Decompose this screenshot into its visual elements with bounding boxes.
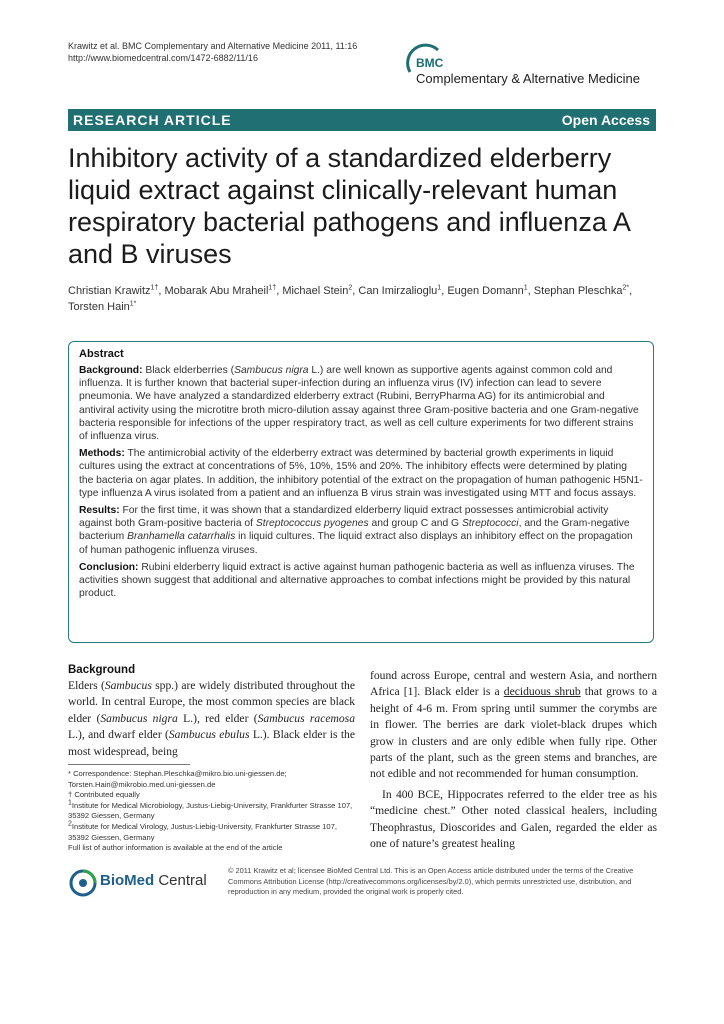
open-access-label: Open Access	[561, 112, 650, 128]
body-paragraph: Elders (Sambucus spp.) are widely distributed throughout the world. In central Europe, the most common species are black elder (Sambucus nigra L.), red elder (Sambucus racemosa L.), and dwarf elder (Sambucus ebulus L.). Black elder is the most widespread, being	[68, 679, 355, 758]
author: Torsten Hain$^{1*}$	[68, 300, 137, 313]
abstract-box	[68, 341, 654, 643]
body-right-column	[370, 668, 657, 852]
publisher-name: BioMed Central	[100, 872, 207, 889]
underlined-term: deciduous shrub	[503, 685, 581, 699]
journal-name: Complementary & Alternative Medicine	[416, 71, 640, 86]
author: Mobarak Abu Mraheil$^{1\dagger}$	[164, 284, 277, 297]
license-text: © 2011 Krawitz et al; licensee BioMed Central Ltd. This is an Open Access article distributed under the terms of the Creative Commons Attribution License (http://creativecommons.org/licenses/by/2.0), which permits unrestricted use, distribution, and reproduction in any medium, provided the original work is properly cited.	[228, 866, 634, 897]
article-type: RESEARCH ARTICLE	[73, 112, 232, 128]
author: Christian Krawitz$^{1\dagger}$	[68, 284, 159, 297]
journal-short-name: BMC	[416, 56, 444, 70]
abstract-background: Background: Black elderberries (Sambucus nigra L.) are well known as supportive agents against common cold and influenza. It is further known that bacterial super-infection during an influenza virus (IV) infection can lead to severe pneumonia. We have analyzed a standardized elderberry extract (Rubini, BerryPharma AG) for its antimicrobial and antiviral activity using the microtitre broth micro-dilution assay against three Gram-positive bacteria and one Gram-negative bacteria responsible for infections of the upper respiratory tract, as well as cell culture experiments for two different strains of influenza virus.	[79, 365, 639, 443]
author: Eugen Domann$^1$	[447, 284, 528, 297]
publisher-logo	[68, 866, 218, 900]
affiliation-1: $^1$Institute for Medical Microbiology, Justus-Liebig-University, Frankfurter Strasse 107, 35392 Giessen, Germany	[68, 799, 353, 821]
abstract-results: Results: For the first time, it was shown that a standardized elderberry liquid extract possesses antimicrobial activity against both Gram-positive bacteria of Streptococcus pyogenes and group C and G Streptococci, and the Gram-negative bacterium Branhamella catarrhalis in liquid cultures. The liquid extract also displays an inhibitory effect on the propagation of human pathogenic influenza viruses.	[79, 505, 633, 556]
equal-contribution-note: † Contributed equally	[68, 790, 140, 800]
article-url[interactable]: http://www.biomedcentral.com/1472-6882/11/16	[68, 53, 258, 63]
abstract-conclusion: Conclusion: Rubini elderberry liquid extract is active against human pathogenic bacteria as well as influenza viruses. The activities shown suggest that additional and alternative approaches to combat infections might be provided by this natural product.	[79, 561, 635, 600]
author: Stephan Pleschka$^{2*}$	[533, 284, 630, 297]
author-list: Christian Krawitz$^{1\dagger}$, Mobarak Abu Mraheil$^{1\dagger}$, Michael Stein$^2$, Can Imirzalioglu$^1$, Eugen Domann$^1$, Stephan Pleschka$^{2*}$, Torsten Hain$^{1*}$	[68, 284, 633, 313]
biomed-central-swirl-icon	[68, 868, 98, 898]
author: Can Imirzalioglu$^1$	[358, 284, 442, 297]
author: Michael Stein$^2$	[282, 284, 353, 297]
correspondence-note: * Correspondence: Stephan.Pleschka@mikro.bio.uni-giessen.de; Torsten.Hain@mikrobio.med.uni-giessen.de	[68, 769, 287, 789]
author-info-note: Full list of author information is available at the end of the article	[68, 843, 283, 853]
abstract-heading: Abstract	[79, 348, 124, 360]
body-left-column	[68, 664, 355, 760]
body-paragraph: found across Europe, central and western Asia, and northern Africa [1]. Black elder is a deciduous shrub that grows to a height of 4-6 m. From spring until summer the corymbs are in flower. The berries are dark violet-black drupes which grow in clusters and are only edible when fully ripe. Other parts of the plant, such as the green stems and branches, are not edible and not recommended for human consumption.	[370, 669, 658, 781]
footnote-divider	[68, 764, 190, 765]
citation	[68, 40, 357, 64]
article-type-banner	[68, 109, 656, 131]
citation-line: Krawitz et al. BMC Complementary and Alternative Medicine 2011, 11:16	[68, 41, 358, 51]
journal-logo	[404, 42, 664, 94]
abstract-methods: Methods: The antimicrobial activity of the elderberry extract was determined by bacterial growth experiments in liquid cultures using the extract at concentrations of 5%, 10%, 15% and 20%. The inhibitory effects were determined by plating the bacteria on agar plates. In addition, the inhibitory potential of the extract on the propagation of human pathogenic H5N1-type influenza A virus isolated from a patient and an influenza B virus strain was investigated using MTT and focus assays.	[79, 448, 643, 499]
article-title: Inhibitory activity of a standardized elderberry liquid extract against clinically-relevant human respiratory bacterial pathogens and influenza A and B viruses	[68, 143, 630, 269]
affiliation-2: $^2$Institute for Medical Virology, Justus-Liebig-University, Frankfurter Strasse 107, 35392 Giessen, Germany	[68, 820, 337, 842]
footnotes	[68, 769, 356, 854]
body-paragraph: In 400 BCE, Hippocrates referred to the elder tree as his “medicine chest.” Other noted classical healers, including Theophrastus, Dioscorides and Galen, regarded the elder as one of nature’s greatest healing	[370, 787, 657, 851]
section-heading: Background	[68, 664, 136, 676]
